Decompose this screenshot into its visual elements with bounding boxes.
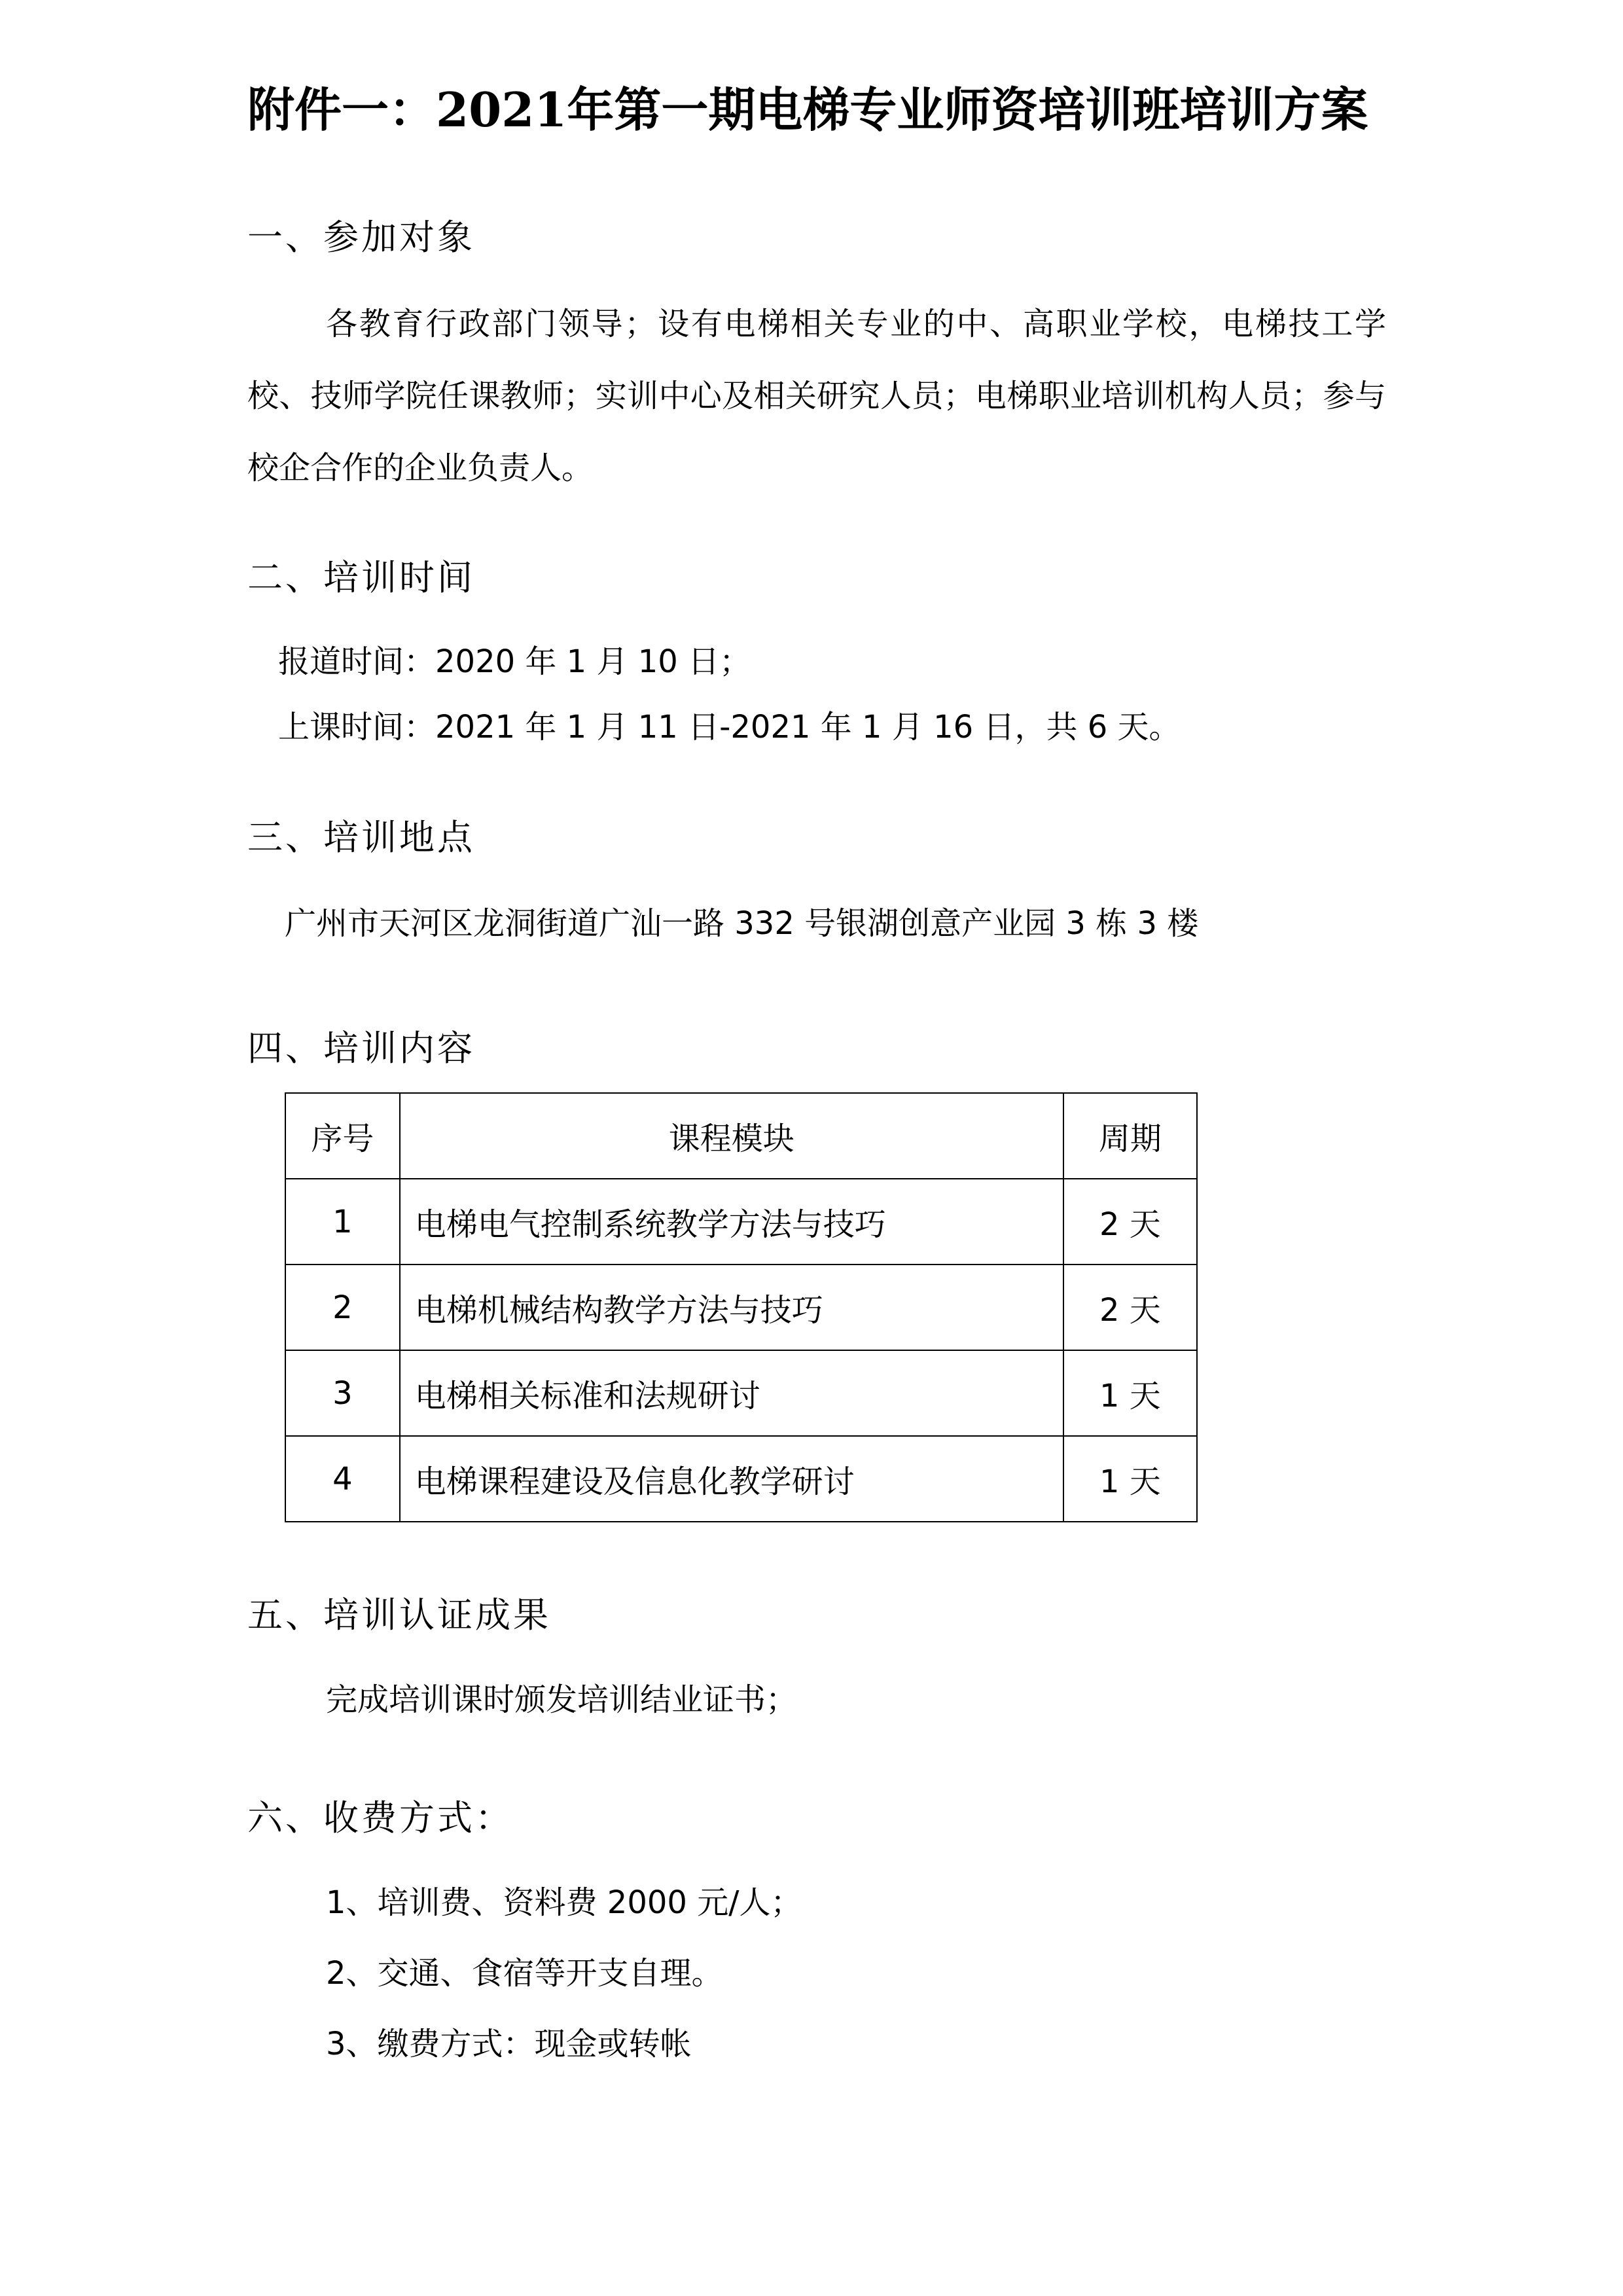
section-heading-certification: 五、培训认证成果 bbox=[247, 1594, 551, 1636]
table-row bbox=[285, 1179, 1197, 1265]
fee-item: 2、交通、食宿等开支自理。 bbox=[326, 1955, 723, 1992]
fee-item: 3、缴费方式：现金或转帐 bbox=[326, 2026, 692, 2062]
header-no: 序号 bbox=[285, 1093, 400, 1179]
section-heading-participants: 一、参加对象 bbox=[247, 217, 475, 258]
registration-time: 报道时间：2020 年 1 月 10 日； bbox=[278, 643, 751, 680]
training-address: 广州市天河区龙洞街道广汕一路 332 号银湖创意产业园 3 栋 3 楼 bbox=[285, 905, 1199, 942]
table-header-row bbox=[285, 1093, 1197, 1179]
section-heading-time: 二、培训时间 bbox=[247, 557, 475, 598]
row-no: 4 bbox=[285, 1436, 400, 1522]
table-row bbox=[285, 1265, 1197, 1350]
row-no: 1 bbox=[285, 1179, 400, 1265]
row-period: 1 天 bbox=[1063, 1436, 1197, 1522]
table-row bbox=[285, 1350, 1197, 1436]
participants-text: 各教育行政部门领导；设有电梯相关专业的中、高职业学校，电梯技工学校、技师学院任课教师；实训中心及相关研究人员；电梯职业培训机构人员；参与校企合作的企业负责人。 bbox=[247, 306, 1386, 486]
certification-text: 完成培训课时颁发培训结业证书； bbox=[326, 1681, 798, 1718]
row-module: 电梯课程建设及信息化教学研讨 bbox=[400, 1436, 1063, 1522]
document-title: 附件一：2021年第一期电梯专业师资培训班培训方案 bbox=[247, 82, 1368, 137]
row-module: 电梯电气控制系统教学方法与技巧 bbox=[400, 1179, 1063, 1265]
row-period: 2 天 bbox=[1063, 1265, 1197, 1350]
row-no: 3 bbox=[285, 1350, 400, 1436]
section-heading-fees: 六、收费方式： bbox=[247, 1797, 513, 1839]
row-period: 2 天 bbox=[1063, 1179, 1197, 1265]
section-heading-content: 四、培训内容 bbox=[247, 1028, 475, 1069]
row-module: 电梯相关标准和法规研讨 bbox=[400, 1350, 1063, 1436]
header-module: 课程模块 bbox=[400, 1093, 1063, 1179]
row-period: 1 天 bbox=[1063, 1350, 1197, 1436]
header-period: 周期 bbox=[1063, 1093, 1197, 1179]
fee-item: 1、培训费、资料费 2000 元/人； bbox=[326, 1884, 802, 1921]
course-table bbox=[285, 1092, 1198, 1522]
section-heading-location: 三、培训地点 bbox=[247, 817, 475, 858]
row-no: 2 bbox=[285, 1265, 400, 1350]
table-row bbox=[285, 1436, 1197, 1522]
class-time: 上课时间：2021 年 1 月 11 日-2021 年 1 月 16 日，共 6 天。 bbox=[278, 709, 1181, 745]
row-module: 电梯机械结构教学方法与技巧 bbox=[400, 1265, 1063, 1350]
